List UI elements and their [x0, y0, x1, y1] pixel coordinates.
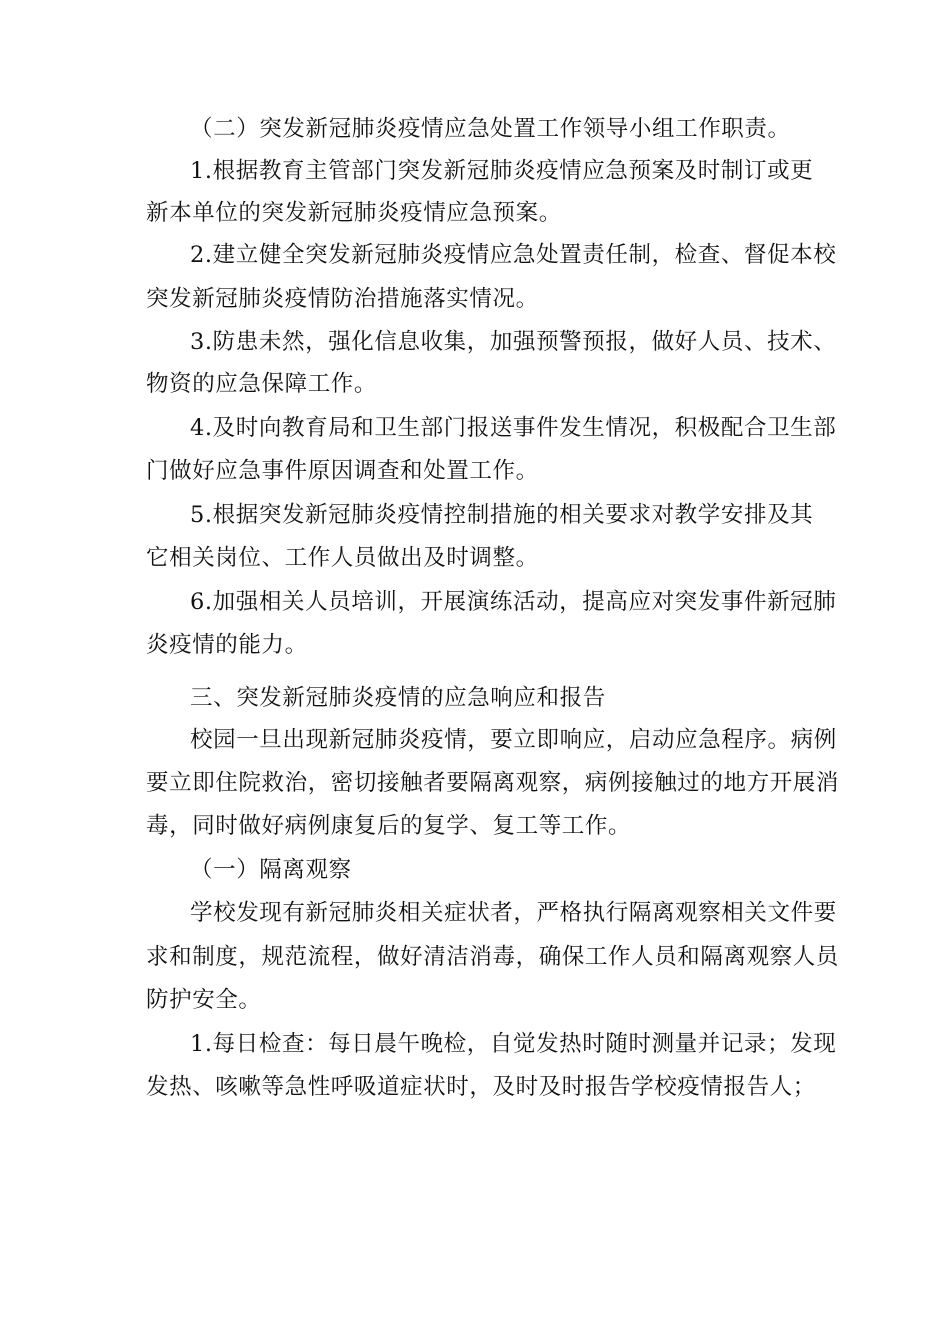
- paragraph-line: 新本单位的突发新冠肺炎疫情应急预案。: [146, 200, 562, 226]
- paragraph-line: 求和制度，规范流程，做好清洁消毒，确保工作人员和隔离观察人员: [146, 944, 840, 970]
- paragraph-line: 门做好应急事件原因调查和处置工作。: [146, 458, 539, 484]
- paragraph-line: 2.建立健全突发新冠肺炎疫情应急处置责任制，检查、督促本校: [190, 242, 837, 268]
- paragraph-line: 3.防患未然，强化信息收集，加强预警预报，做好人员、技术、: [190, 329, 837, 355]
- subsection-heading-isolation: （一）隔离观察: [190, 857, 352, 883]
- paragraph-line: 防护安全。: [146, 987, 262, 1013]
- section-heading-leadership-duties: （二）突发新冠肺炎疫情应急处置工作领导小组工作职责。: [190, 116, 791, 142]
- paragraph-line: 要立即住院救治，密切接触者要隔离观察，病例接触过的地方开展消: [146, 770, 840, 796]
- paragraph-line: 它相关岗位、工作人员做出及时调整。: [146, 545, 539, 571]
- section-heading-emergency-response: 三、突发新冠肺炎疫情的应急响应和报告: [190, 685, 606, 711]
- paragraph-line: 1.每日检查：每日晨午晚检，自觉发热时随时测量并记录；发现: [190, 1031, 837, 1057]
- paragraph-line: 突发新冠肺炎疫情防治措施落实情况。: [146, 286, 539, 312]
- paragraph-line: 校园一旦出现新冠肺炎疫情，要立即响应，启动应急程序。病例: [190, 727, 837, 753]
- paragraph-line: 1.根据教育主管部门突发新冠肺炎疫情应急预案及时制订或更: [190, 158, 814, 184]
- paragraph-line: 毒，同时做好病例康复后的复学、复工等工作。: [146, 813, 632, 839]
- paragraph-line: 学校发现有新冠肺炎相关症状者，严格执行隔离观察相关文件要: [190, 900, 837, 926]
- paragraph-line: 物资的应急保障工作。: [146, 371, 378, 397]
- paragraph-line: 炎疫情的能力。: [146, 632, 308, 658]
- paragraph-line: 发热、咳嗽等急性呼吸道症状时，及时及时报告学校疫情报告人；: [146, 1074, 816, 1100]
- paragraph-line: 5.根据突发新冠肺炎疫情控制措施的相关要求对教学安排及其: [190, 502, 814, 528]
- paragraph-line: 4.及时向教育局和卫生部门报送事件发生情况，积极配合卫生部: [190, 415, 837, 441]
- paragraph-line: 6.加强相关人员培训，开展演练活动，提高应对突发事件新冠肺: [190, 589, 837, 615]
